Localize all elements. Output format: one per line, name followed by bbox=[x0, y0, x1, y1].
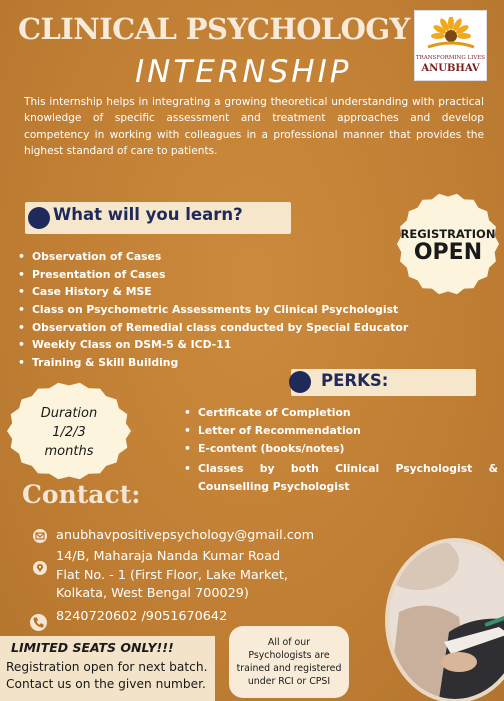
list-item: • Observation of Cases bbox=[32, 250, 408, 268]
duration-label: Duration bbox=[40, 406, 98, 421]
anubhav-logo bbox=[414, 10, 487, 81]
list-item: • Classes by both Clinical Psychologist & Counselling Psychologist bbox=[198, 460, 498, 496]
contact-heading: Contact: bbox=[22, 480, 141, 509]
contact-address bbox=[56, 548, 288, 604]
logo-brand: ANUBHAV bbox=[421, 63, 480, 74]
note-line: Psychologists are bbox=[248, 650, 330, 661]
mail-icon bbox=[33, 529, 47, 543]
circle-bullet-icon bbox=[289, 371, 311, 393]
location-pin-icon bbox=[33, 561, 47, 575]
note-line: trained and registered bbox=[236, 663, 342, 674]
limited-seats-box bbox=[0, 636, 215, 701]
limited-seats-title: LIMITED SEATS ONLY!!! bbox=[11, 640, 174, 655]
perks-heading: PERKS: bbox=[321, 371, 389, 390]
address-line: 14/B, Maharaja Nanda Kumar Road bbox=[56, 549, 281, 564]
perks-heading-banner bbox=[291, 369, 476, 396]
address-line: Flat No. - 1 (First Floor, Lake Market, bbox=[56, 567, 288, 583]
intro-paragraph: This internship helps in integrating a growing theoretical understanding with practical knowledge of specific assessment and treatment approaches and develop competency in working with colleagues in a professional manner that provides the highest standard of care to patients. bbox=[24, 96, 484, 158]
note-line: under RCI or CPSI bbox=[247, 676, 331, 687]
phone-icon bbox=[30, 614, 47, 631]
duration-value: 1/2/3 bbox=[52, 425, 86, 440]
registration-label: REGISTRATION bbox=[400, 227, 496, 241]
title-line-2: INTERNSHIP bbox=[135, 54, 352, 90]
list-item: • Observation of Remedial class conducted by Special Educator bbox=[32, 321, 408, 339]
list-item: • Letter of Recommendation bbox=[198, 424, 498, 442]
contact-phone[interactable]: 8240720602 /9051670642 bbox=[56, 609, 228, 624]
learn-heading-banner bbox=[25, 202, 291, 234]
list-item: • Presentation of Cases bbox=[32, 268, 408, 286]
list-item: • E-content (books/notes) bbox=[198, 442, 498, 460]
registration-status: OPEN bbox=[413, 240, 483, 265]
limited-seats-line: Contact us on the given number. bbox=[6, 677, 206, 691]
list-item: • Weekly Class on DSM-5 & ICD-11 bbox=[32, 338, 408, 356]
perks-list bbox=[198, 406, 498, 496]
duration-unit: months bbox=[44, 444, 94, 459]
circle-bullet-icon bbox=[28, 207, 50, 229]
logo-tagline: TRANSFORMING LIVES bbox=[415, 55, 486, 61]
counselling-photo bbox=[385, 538, 504, 701]
limited-seats-line: Registration open for next batch. bbox=[6, 660, 208, 674]
duration-text bbox=[6, 404, 132, 461]
learn-heading: What will you learn? bbox=[53, 205, 243, 224]
note-line: All of our bbox=[267, 637, 311, 648]
psychologists-note bbox=[229, 626, 349, 698]
list-item: • Class on Psychometric Assessments by Clinical Psychologist bbox=[32, 303, 408, 321]
learn-list bbox=[32, 250, 408, 374]
list-item: • Case History & MSE bbox=[32, 285, 408, 303]
list-item: • Training & Skill Building bbox=[32, 356, 408, 374]
title-line-1: CLINICAL PSYCHOLOGY bbox=[18, 12, 410, 46]
sunflower-icon bbox=[426, 17, 476, 55]
contact-email[interactable]: anubhavpositivepsychology@gmail.com bbox=[56, 528, 315, 543]
list-item: • Certificate of Completion bbox=[198, 406, 498, 424]
address-line: Kolkata, West Bengal 700029) bbox=[56, 586, 249, 601]
